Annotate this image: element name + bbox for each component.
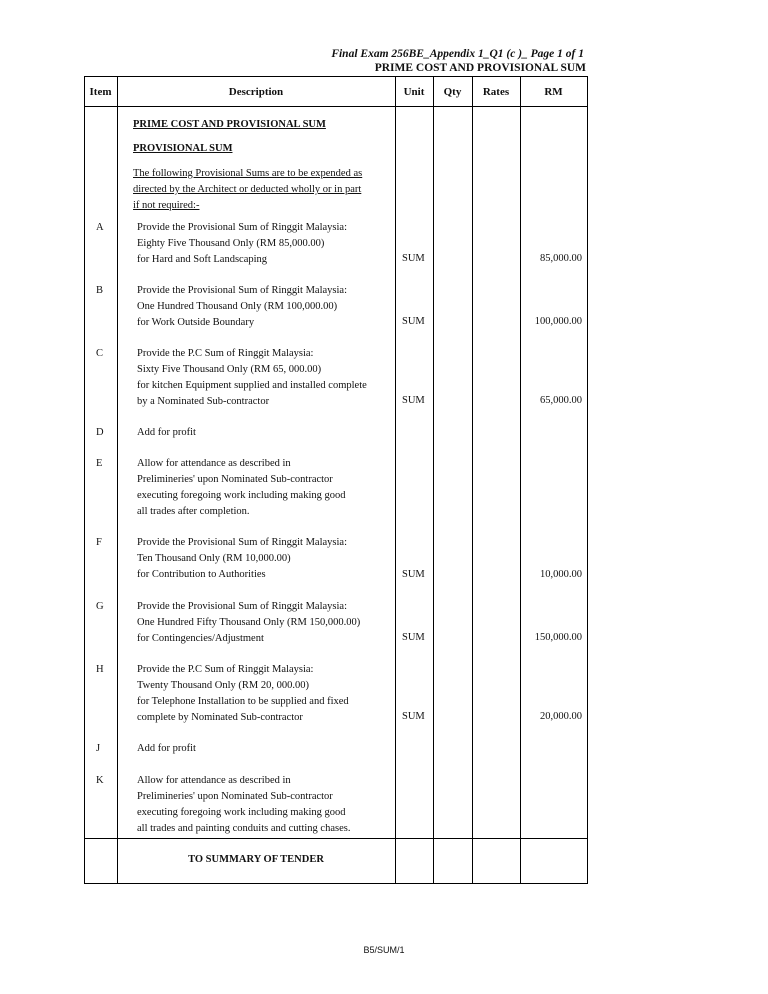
item-description-line: for Telephone Installation to be supplied and fixed (137, 696, 349, 707)
item-amount: 65,000.00 (540, 395, 582, 406)
document-title: PRIME COST AND PROVISIONAL SUM (374, 62, 586, 74)
column-divider (472, 76, 473, 884)
item-letter: G (96, 601, 104, 612)
item-letter: J (96, 743, 101, 754)
item-description-line: Provide the Provisional Sum of Ringgit Malaysia: (137, 285, 347, 296)
item-amount: 100,000.00 (534, 316, 582, 327)
item-unit: SUM (402, 632, 425, 643)
table-top-border (84, 76, 588, 77)
item-description-line: executing foregoing work including making good (137, 807, 346, 818)
column-header-rm: RM (544, 86, 563, 98)
item-description-line: for Hard and Soft Landscaping (137, 254, 268, 265)
header-bottom-border (84, 106, 588, 107)
item-letter: H (96, 664, 104, 675)
column-header-qty: Qty (443, 86, 462, 98)
item-description-line: One Hundred Thousand Only (RM 100,000.00) (137, 301, 338, 312)
item-letter: E (96, 458, 103, 469)
item-description-line: Provide the P.C Sum of Ringgit Malaysia: (137, 348, 314, 359)
column-divider (433, 76, 434, 884)
item-amount: 10,000.00 (540, 569, 582, 580)
item-letter: A (96, 222, 104, 233)
intro-paragraph-line: directed by the Architect or deducted wholly or in part (133, 184, 362, 195)
section-heading: PRIME COST AND PROVISIONAL SUM (133, 119, 326, 130)
item-description-line: Sixty Five Thousand Only (RM 65, 000.00) (137, 364, 322, 375)
item-description-line: Allow for attendance as described in (137, 458, 291, 469)
item-description-line: all trades and painting conduits and cutting chases. (137, 823, 351, 834)
item-description-line: executing foregoing work including making good (137, 490, 346, 501)
intro-paragraph-line: if not required:- (133, 200, 200, 211)
item-letter: D (96, 427, 104, 438)
item-description-line: for Contingencies/Adjustment (137, 633, 264, 644)
subsection-heading: PROVISIONAL SUM (133, 143, 233, 154)
item-description-line: One Hundred Fifty Thousand Only (RM 150,000.00) (137, 617, 361, 628)
item-description-line: Provide the Provisional Sum of Ringgit Malaysia: (137, 222, 347, 233)
item-letter: F (96, 537, 102, 548)
item-unit: SUM (402, 395, 425, 406)
page-footer-code: B5/SUM/1 (363, 945, 405, 955)
item-description-line: all trades after completion. (137, 506, 250, 517)
item-description-line: Add for profit (137, 427, 196, 438)
column-header-unit: Unit (403, 86, 425, 98)
item-amount: 20,000.00 (540, 711, 582, 722)
item-description-line: Ten Thousand Only (RM 10,000.00) (137, 553, 291, 564)
item-unit: SUM (402, 253, 425, 264)
table-bottom-border (84, 883, 588, 884)
item-amount: 150,000.00 (534, 632, 582, 643)
item-description-line: for kitchen Equipment supplied and installed complete (137, 380, 367, 391)
item-description-line: Provide the P.C Sum of Ringgit Malaysia: (137, 664, 314, 675)
column-divider (395, 76, 396, 884)
item-description-line: Prelimineries' upon Nominated Sub-contractor (137, 791, 333, 802)
item-description-line: Provide the Provisional Sum of Ringgit Malaysia: (137, 537, 347, 548)
item-letter: K (96, 775, 104, 786)
item-description-line: Provide the Provisional Sum of Ringgit Malaysia: (137, 601, 347, 612)
exam-reference: Final Exam 256BE_Appendix 1_Q1 (c )_ Page 1 of 1 (331, 48, 584, 60)
column-header-rates: Rates (482, 86, 510, 98)
item-description-line: Eighty Five Thousand Only (RM 85,000.00) (137, 238, 325, 249)
item-description-line: Add for profit (137, 743, 196, 754)
column-divider (117, 76, 118, 884)
item-description-line: for Work Outside Boundary (137, 317, 255, 328)
item-description-line: by a Nominated Sub-contractor (137, 396, 270, 407)
summary-top-border (84, 838, 588, 839)
item-unit: SUM (402, 711, 425, 722)
item-description-line: Twenty Thousand Only (RM 20, 000.00) (137, 680, 310, 691)
item-description-line: complete by Nominated Sub-contractor (137, 712, 303, 723)
item-description-line: Allow for attendance as described in (137, 775, 291, 786)
column-divider (587, 76, 588, 884)
item-letter: B (96, 285, 104, 296)
column-divider (84, 76, 85, 884)
item-unit: SUM (402, 569, 425, 580)
column-header-item: Item (89, 86, 112, 98)
column-divider (520, 76, 521, 884)
column-header-description: Description (228, 86, 284, 98)
item-description-line: Prelimineries' upon Nominated Sub-contractor (137, 474, 333, 485)
intro-paragraph-line: The following Provisional Sums are to be expended as (133, 168, 363, 179)
item-unit: SUM (402, 316, 425, 327)
item-description-line: for Contribution to Authorities (137, 569, 266, 580)
item-amount: 85,000.00 (540, 253, 582, 264)
item-letter: C (96, 348, 104, 359)
summary-label: TO SUMMARY OF TENDER (188, 854, 324, 865)
